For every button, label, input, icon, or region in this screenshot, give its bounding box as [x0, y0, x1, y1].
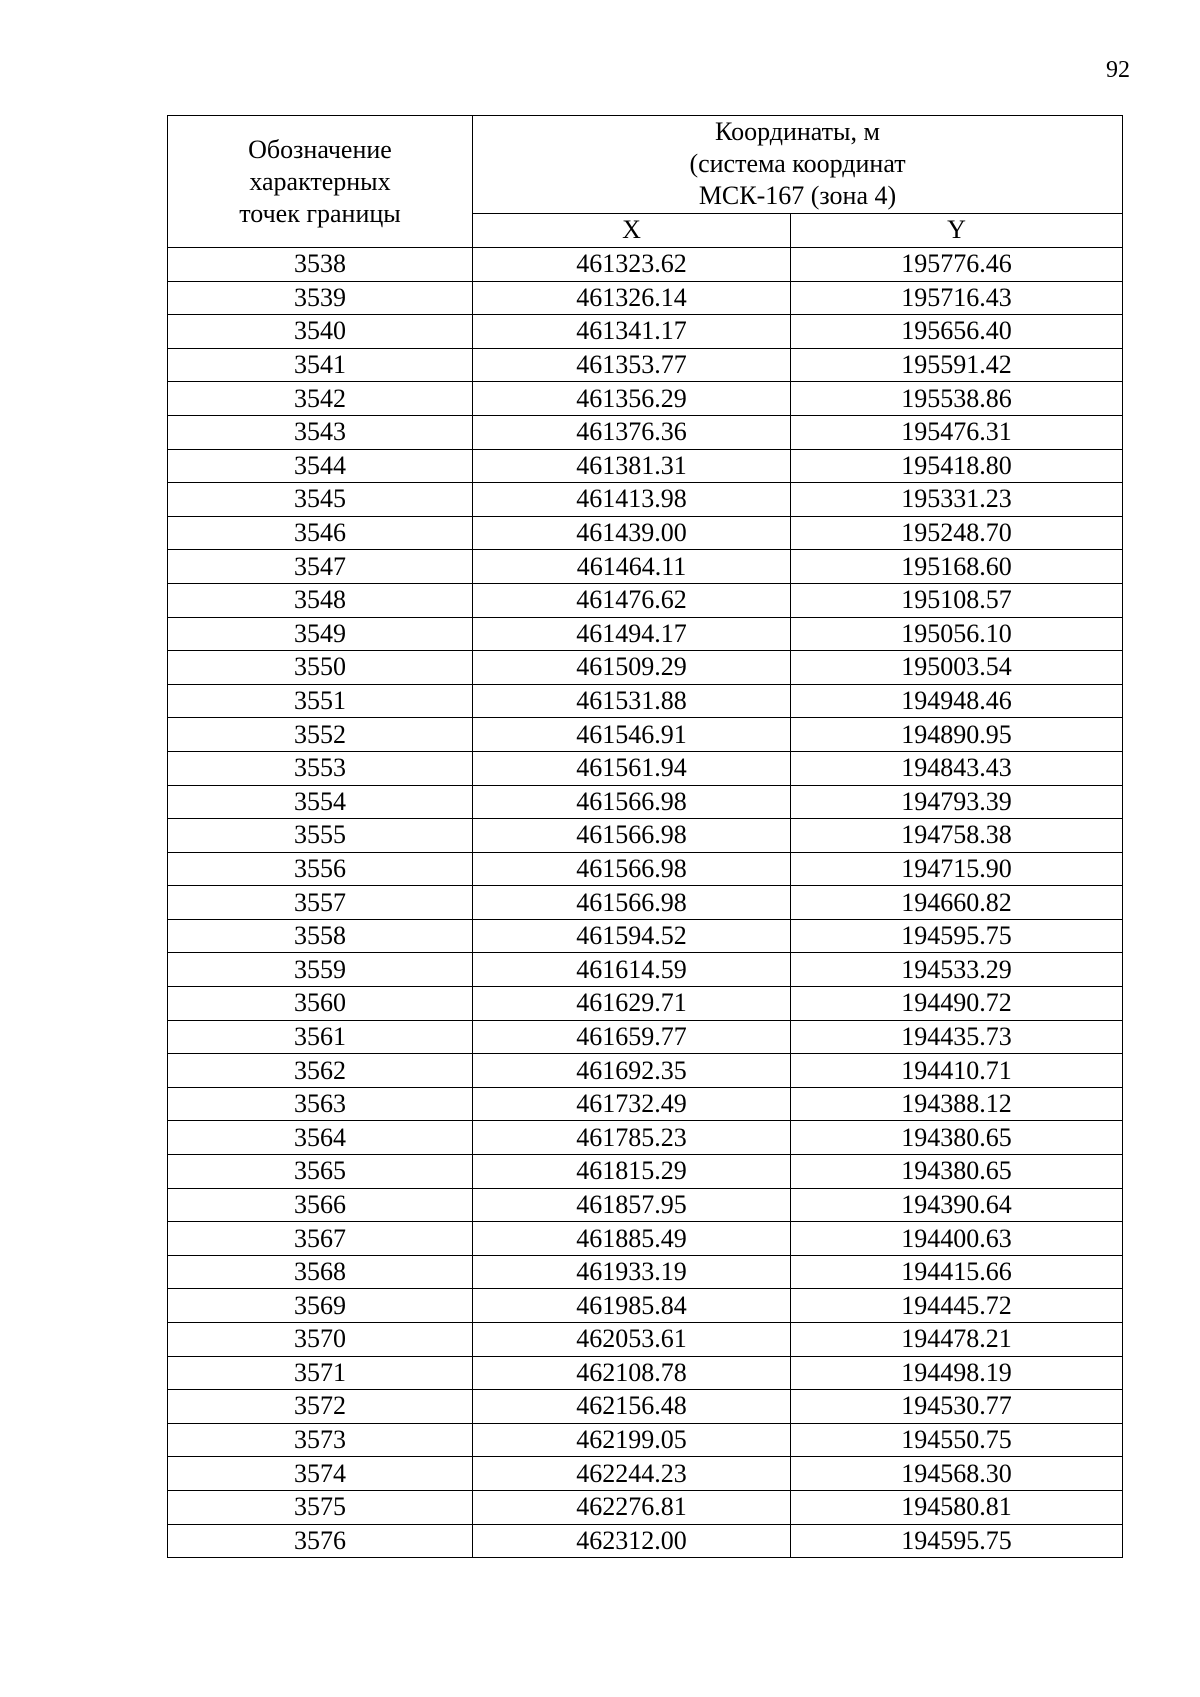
y-cell: 195538.86 — [791, 382, 1123, 416]
x-cell: 461413.98 — [473, 483, 791, 517]
y-cell: 195108.57 — [791, 583, 1123, 617]
point-header-line: характерных — [249, 166, 391, 196]
x-cell: 462244.23 — [473, 1457, 791, 1491]
point-cell: 3557 — [168, 886, 473, 920]
point-header-line: Обозначение — [248, 134, 392, 164]
table-row — [168, 1323, 1123, 1357]
y-cell: 195418.80 — [791, 449, 1123, 483]
table-row — [168, 248, 1123, 282]
table-row — [168, 1524, 1123, 1558]
coordinates-column-header — [473, 116, 1123, 214]
y-cell: 195776.46 — [791, 248, 1123, 282]
point-cell: 3569 — [168, 1289, 473, 1323]
y-cell: 194843.43 — [791, 751, 1123, 785]
y-cell: 194890.95 — [791, 718, 1123, 752]
point-cell: 3554 — [168, 785, 473, 819]
y-cell: 194390.64 — [791, 1188, 1123, 1222]
x-cell: 461476.62 — [473, 583, 791, 617]
table-row — [168, 617, 1123, 651]
table-row — [168, 987, 1123, 1021]
x-cell: 461546.91 — [473, 718, 791, 752]
point-header-line: точек границы — [239, 198, 401, 228]
y-cell: 194793.39 — [791, 785, 1123, 819]
x-cell: 461885.49 — [473, 1222, 791, 1256]
point-cell: 3565 — [168, 1155, 473, 1189]
x-cell: 461561.94 — [473, 751, 791, 785]
table-row — [168, 751, 1123, 785]
point-cell: 3546 — [168, 516, 473, 550]
y-column-header: Y — [791, 213, 1123, 247]
coords-header-line: (система координат — [689, 149, 906, 179]
table-row — [168, 315, 1123, 349]
table-row — [168, 1054, 1123, 1088]
point-cell: 3543 — [168, 415, 473, 449]
x-cell: 461659.77 — [473, 1020, 791, 1054]
y-cell: 195656.40 — [791, 315, 1123, 349]
x-cell: 461785.23 — [473, 1121, 791, 1155]
coordinates-table — [167, 115, 1123, 1558]
y-cell: 194380.65 — [791, 1121, 1123, 1155]
point-cell: 3553 — [168, 751, 473, 785]
table-row — [168, 1457, 1123, 1491]
x-cell: 461857.95 — [473, 1188, 791, 1222]
table-row — [168, 348, 1123, 382]
table-row — [168, 516, 1123, 550]
table-row — [168, 415, 1123, 449]
point-cell: 3562 — [168, 1054, 473, 1088]
y-cell: 195331.23 — [791, 483, 1123, 517]
table-row — [168, 1423, 1123, 1457]
x-cell: 461341.17 — [473, 315, 791, 349]
x-cell: 461933.19 — [473, 1255, 791, 1289]
page-number: 92 — [1106, 57, 1130, 83]
table-row — [168, 651, 1123, 685]
point-column-header — [168, 116, 473, 248]
table-row — [168, 1390, 1123, 1424]
y-cell: 194410.71 — [791, 1054, 1123, 1088]
point-cell: 3558 — [168, 919, 473, 953]
table-row — [168, 684, 1123, 718]
point-cell: 3573 — [168, 1423, 473, 1457]
x-cell: 461376.36 — [473, 415, 791, 449]
header-row-top — [168, 116, 1123, 214]
y-cell: 194715.90 — [791, 852, 1123, 886]
x-cell: 461509.29 — [473, 651, 791, 685]
table-row — [168, 483, 1123, 517]
y-cell: 194380.65 — [791, 1155, 1123, 1189]
point-cell: 3539 — [168, 281, 473, 315]
table-row — [168, 1255, 1123, 1289]
table-row — [168, 1356, 1123, 1390]
x-cell: 461326.14 — [473, 281, 791, 315]
table-row — [168, 819, 1123, 853]
table-row — [168, 785, 1123, 819]
table-row — [168, 449, 1123, 483]
y-cell: 195476.31 — [791, 415, 1123, 449]
y-cell: 195716.43 — [791, 281, 1123, 315]
coords-header-line: МСК-167 (зона 4) — [698, 181, 897, 211]
coords-header-line: Координаты, м — [715, 117, 880, 147]
x-cell: 462199.05 — [473, 1423, 791, 1457]
y-cell: 195168.60 — [791, 550, 1123, 584]
x-cell: 462312.00 — [473, 1524, 791, 1558]
table-row — [168, 886, 1123, 920]
point-cell: 3564 — [168, 1121, 473, 1155]
table-row — [168, 382, 1123, 416]
y-cell: 194498.19 — [791, 1356, 1123, 1390]
y-cell: 194400.63 — [791, 1222, 1123, 1256]
x-cell: 461985.84 — [473, 1289, 791, 1323]
x-cell: 462053.61 — [473, 1323, 791, 1357]
point-cell: 3566 — [168, 1188, 473, 1222]
point-cell: 3571 — [168, 1356, 473, 1390]
x-cell: 461732.49 — [473, 1087, 791, 1121]
point-cell: 3567 — [168, 1222, 473, 1256]
x-cell: 461566.98 — [473, 852, 791, 886]
y-cell: 194435.73 — [791, 1020, 1123, 1054]
x-cell: 462276.81 — [473, 1490, 791, 1524]
table-row — [168, 1087, 1123, 1121]
point-cell: 3563 — [168, 1087, 473, 1121]
point-cell: 3575 — [168, 1490, 473, 1524]
y-cell: 194550.75 — [791, 1423, 1123, 1457]
x-cell: 461531.88 — [473, 684, 791, 718]
table-row — [168, 281, 1123, 315]
table-row — [168, 1490, 1123, 1524]
point-cell: 3556 — [168, 852, 473, 886]
y-cell: 195248.70 — [791, 516, 1123, 550]
table-row — [168, 919, 1123, 953]
point-cell: 3572 — [168, 1390, 473, 1424]
table-row — [168, 1121, 1123, 1155]
point-cell: 3576 — [168, 1524, 473, 1558]
x-cell: 461494.17 — [473, 617, 791, 651]
x-cell: 461439.00 — [473, 516, 791, 550]
x-cell: 462156.48 — [473, 1390, 791, 1424]
point-cell: 3570 — [168, 1323, 473, 1357]
table-row — [168, 953, 1123, 987]
y-cell: 194415.66 — [791, 1255, 1123, 1289]
point-cell: 3540 — [168, 315, 473, 349]
table-row — [168, 1020, 1123, 1054]
table-body — [168, 248, 1123, 1558]
table-row — [168, 718, 1123, 752]
x-column-header: X — [473, 213, 791, 247]
point-cell: 3561 — [168, 1020, 473, 1054]
point-cell: 3548 — [168, 583, 473, 617]
y-cell: 194595.75 — [791, 1524, 1123, 1558]
point-cell: 3550 — [168, 651, 473, 685]
x-cell: 461692.35 — [473, 1054, 791, 1088]
x-cell: 461323.62 — [473, 248, 791, 282]
point-cell: 3545 — [168, 483, 473, 517]
y-cell: 194530.77 — [791, 1390, 1123, 1424]
point-cell: 3560 — [168, 987, 473, 1021]
y-cell: 195056.10 — [791, 617, 1123, 651]
point-cell: 3551 — [168, 684, 473, 718]
x-cell: 461381.31 — [473, 449, 791, 483]
y-cell: 195003.54 — [791, 651, 1123, 685]
point-cell: 3552 — [168, 718, 473, 752]
y-cell: 194758.38 — [791, 819, 1123, 853]
point-cell: 3547 — [168, 550, 473, 584]
table-header — [168, 116, 1123, 248]
x-cell: 461815.29 — [473, 1155, 791, 1189]
x-cell: 461629.71 — [473, 987, 791, 1021]
x-cell: 461566.98 — [473, 819, 791, 853]
y-cell: 194490.72 — [791, 987, 1123, 1021]
x-cell: 461566.98 — [473, 886, 791, 920]
point-cell: 3541 — [168, 348, 473, 382]
table-row — [168, 1222, 1123, 1256]
y-cell: 194660.82 — [791, 886, 1123, 920]
table-row — [168, 1155, 1123, 1189]
point-cell: 3538 — [168, 248, 473, 282]
x-cell: 461566.98 — [473, 785, 791, 819]
y-cell: 194445.72 — [791, 1289, 1123, 1323]
point-cell: 3555 — [168, 819, 473, 853]
y-cell: 194568.30 — [791, 1457, 1123, 1491]
point-cell: 3542 — [168, 382, 473, 416]
table-row — [168, 1289, 1123, 1323]
x-cell: 461594.52 — [473, 919, 791, 953]
y-cell: 194478.21 — [791, 1323, 1123, 1357]
table-row — [168, 1188, 1123, 1222]
point-cell: 3559 — [168, 953, 473, 987]
point-cell: 3549 — [168, 617, 473, 651]
y-cell: 194388.12 — [791, 1087, 1123, 1121]
y-cell: 194948.46 — [791, 684, 1123, 718]
y-cell: 194533.29 — [791, 953, 1123, 987]
x-cell: 461614.59 — [473, 953, 791, 987]
x-cell: 462108.78 — [473, 1356, 791, 1390]
table-row — [168, 852, 1123, 886]
y-cell: 195591.42 — [791, 348, 1123, 382]
point-cell: 3568 — [168, 1255, 473, 1289]
y-cell: 194595.75 — [791, 919, 1123, 953]
x-cell: 461464.11 — [473, 550, 791, 584]
y-cell: 194580.81 — [791, 1490, 1123, 1524]
table-row — [168, 583, 1123, 617]
x-cell: 461353.77 — [473, 348, 791, 382]
point-cell: 3574 — [168, 1457, 473, 1491]
table-row — [168, 550, 1123, 584]
point-cell: 3544 — [168, 449, 473, 483]
x-cell: 461356.29 — [473, 382, 791, 416]
